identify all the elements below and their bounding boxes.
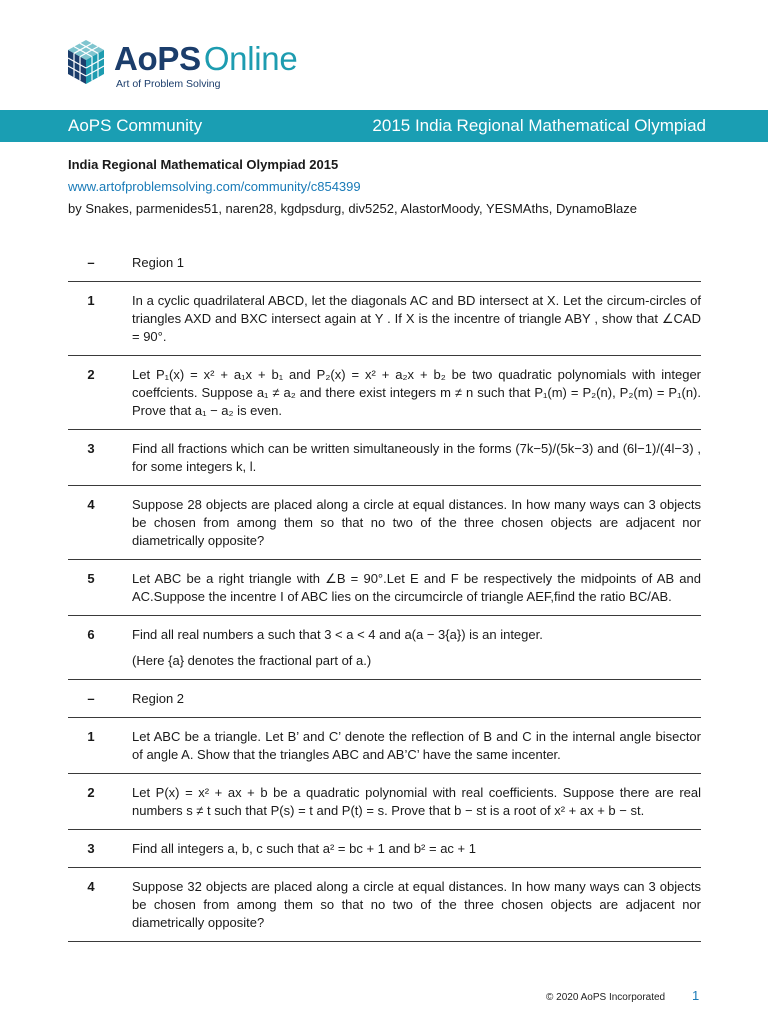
aops-online-logo: [66, 38, 297, 94]
problem-paragraph: Let P₁(x) = x² + a₁x + b₁ and P₂(x) = x² + a₂x + b₂ be two quadratic polynomials with integer coeffcients. Suppose a₁ ≠ a₂ and there exist integers m ≠ n such that P₁(m) = P₂(n), P₂(m) = P₁(n). Prove that a₁ − a₂ is even.: [132, 367, 701, 418]
problem-row: [68, 560, 701, 616]
problem-row: [68, 680, 701, 718]
problem-paragraph: (Here {a} denotes the fractional part of a.): [132, 653, 372, 668]
document-header: [68, 154, 708, 220]
problem-number: 2: [87, 785, 95, 800]
problem-paragraph: Suppose 28 objects are placed along a circle at equal distances. In how many ways can 3 objects be chosen from among them so that no two of the three chosen objects are adjacent nor diametrically opposite?: [132, 497, 701, 548]
problem-number: 1: [87, 729, 95, 744]
problem-row: [68, 356, 701, 430]
problem-number: 1: [87, 293, 95, 308]
problem-paragraph: Region 2: [132, 691, 185, 706]
problem-text: [132, 366, 701, 420]
problem-text: [132, 496, 701, 550]
problem-text: [132, 878, 701, 932]
logo-brand-bold: AoPS: [114, 40, 201, 77]
problem-number: –: [87, 255, 95, 270]
problem-number: 4: [87, 497, 95, 512]
contest-title: 2015 India Regional Mathematical Olympiad: [372, 116, 706, 135]
problem-row: [68, 774, 701, 830]
problem-list: [68, 244, 701, 942]
problem-row: [68, 868, 701, 942]
problem-number: 5: [87, 571, 95, 586]
document-title: India Regional Mathematical Olympiad 2015: [68, 157, 339, 172]
problem-paragraph: Suppose 32 objects are placed along a circle at equal distances. In how many ways can 3 objects be chosen from among them so that no two of the three chosen objects are adjacent nor diametrically opposite?: [132, 879, 701, 930]
problem-text: [132, 440, 701, 476]
problem-number: 3: [87, 841, 95, 856]
problem-text: [132, 690, 701, 708]
problem-paragraph: Region 1: [132, 255, 185, 270]
problem-text: [132, 292, 701, 346]
problem-text: [132, 570, 701, 606]
logo-brand-light: Online: [203, 40, 298, 77]
problem-row: [68, 244, 701, 282]
problem-text: [132, 254, 701, 272]
header-band: [0, 110, 768, 142]
logo-tagline: Art of Problem Solving: [116, 78, 221, 90]
aops-cube-icon: [66, 38, 106, 86]
problem-text: [132, 784, 701, 820]
problem-text: [132, 728, 701, 764]
community-label: AoPS Community: [68, 116, 203, 135]
problem-paragraph: Find all fractions which can be written simultaneously in the forms (7k−5)/(5k−3) and (6l−1)/(4l−3) , for some integers k, l.: [132, 441, 701, 474]
problem-paragraph: Let P(x) = x² + ax + b be a quadratic polynomial with real coefficients. Suppose there are real numbers s ≠ t such that P(s) = t and P(t) = s. Prove that b − st is a root of x² + ax + b − st.: [132, 785, 701, 818]
problem-number: 4: [87, 879, 95, 894]
problem-text: [132, 626, 701, 670]
problem-row: [68, 430, 701, 486]
problem-paragraph: Let ABC be a triangle. Let B’ and C’ denote the reflection of B and C in the internal angle bisector of angle A. Show that the triangles ABC and AB’C’ have the same incenter.: [132, 729, 701, 762]
problem-row: [68, 282, 701, 356]
problem-text: [132, 840, 701, 858]
page-number: 1: [692, 988, 700, 1003]
problem-paragraph: Find all integers a, b, c such that a² = bc + 1 and b² = ac + 1: [132, 841, 476, 856]
authors-line: by Snakes, parmenides51, naren28, kgdpsdurg, div5252, AlastorMoody, YESMAths, DynamoBlaze: [68, 201, 637, 216]
community-link[interactable]: www.artofproblemsolving.com/community/c854399: [68, 179, 361, 194]
problem-row: [68, 830, 701, 868]
problem-paragraph: In a cyclic quadrilateral ABCD, let the diagonals AC and BD intersect at X. Let the circum-circles of triangles AXD and BXC intersect again at Y . If X is the incentre of triangle ABY , show that ∠CAD = 90°.: [132, 293, 701, 344]
problem-number: 2: [87, 367, 95, 382]
copyright: © 2020 AoPS Incorporated: [546, 992, 666, 1003]
problem-row: [68, 616, 701, 680]
problem-paragraph: Find all real numbers a such that 3 < a < 4 and a(a − 3{a}) is an integer.: [132, 627, 543, 642]
problem-number: –: [87, 691, 95, 706]
problem-paragraph: Let ABC be a right triangle with ∠B = 90°.Let E and F be respectively the midpoints of AB and AC.Suppose the incentre I of ABC lies on the circumcircle of triangle AEF,find the ratio BC/AB.: [132, 571, 701, 604]
problem-row: [68, 718, 701, 774]
problem-row: [68, 486, 701, 560]
problem-number: 3: [87, 441, 95, 456]
problem-number: 6: [87, 627, 95, 642]
